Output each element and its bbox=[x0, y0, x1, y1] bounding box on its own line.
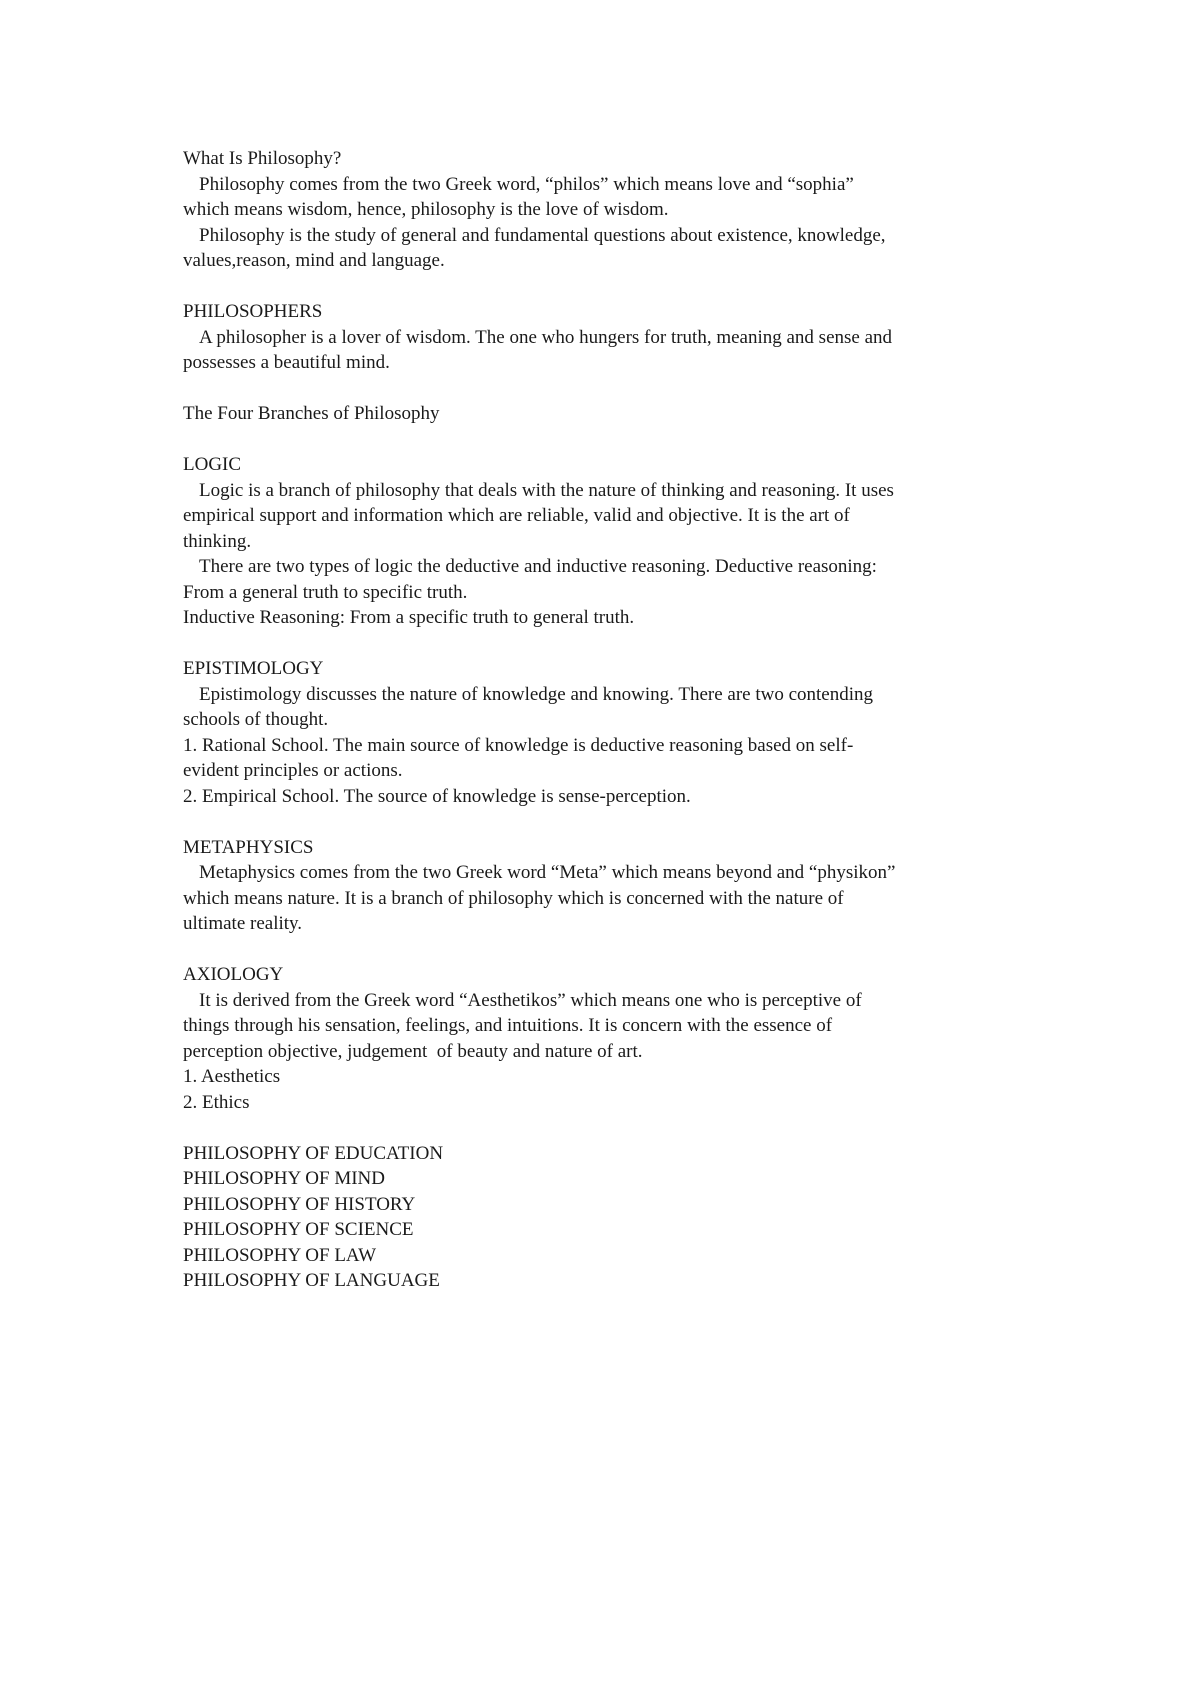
field-item: PHILOSOPHY OF EDUCATION bbox=[183, 1142, 444, 1164]
axiology-line: It is derived from the Greek word “Aesthetikos” which means one who is perceptive of bbox=[199, 989, 862, 1011]
epistemology-line: Epistimology discusses the nature of knowledge and knowing. There are two contending bbox=[199, 683, 873, 705]
epistemology-line: 1. Rational School. The main source of knowledge is deductive reasoning based on self- bbox=[183, 734, 854, 756]
intro-line: values,reason, mind and language. bbox=[183, 250, 445, 271]
field-item: PHILOSOPHY OF MIND bbox=[183, 1168, 385, 1189]
epistemology-line: 2. Empirical School. The source of knowledge is sense-perception. bbox=[183, 785, 691, 807]
epistemology-line: evident principles or actions. bbox=[183, 760, 403, 781]
paragraph-gap bbox=[183, 427, 1043, 453]
field-item: PHILOSOPHY OF LANGUAGE bbox=[183, 1270, 440, 1291]
epistemology-line: schools of thought. bbox=[183, 709, 329, 730]
intro-line: Philosophy comes from the two Greek word, “philos” which means love and “sophia” bbox=[199, 173, 854, 195]
intro-line: Philosophy is the study of general and fundamental questions about existence, knowledge, bbox=[199, 224, 886, 246]
epistemology-heading: EPISTIMOLOGY bbox=[183, 658, 324, 679]
philosophers-heading: PHILOSOPHERS bbox=[183, 301, 323, 322]
paragraph-gap bbox=[183, 1115, 1043, 1141]
intro-line: which means wisdom, hence, philosophy is the love of wisdom. bbox=[183, 199, 669, 220]
philosophers-line: A philosopher is a lover of wisdom. The one who hungers for truth, meaning and sense and bbox=[199, 326, 893, 348]
logic-line: Logic is a branch of philosophy that deals with the nature of thinking and reasoning. It uses bbox=[199, 479, 894, 501]
logic-line: Inductive Reasoning: From a specific truth to general truth. bbox=[183, 607, 635, 628]
document-title: What Is Philosophy? bbox=[183, 148, 342, 169]
paragraph-gap bbox=[183, 631, 1043, 657]
field-item: PHILOSOPHY OF SCIENCE bbox=[183, 1219, 414, 1240]
logic-line: From a general truth to specific truth. bbox=[183, 581, 468, 603]
field-item: PHILOSOPHY OF HISTORY bbox=[183, 1193, 416, 1215]
document-page bbox=[183, 146, 1043, 1294]
axiology-heading: AXIOLOGY bbox=[183, 964, 284, 985]
logic-line: empirical support and information which are reliable, valid and objective. It is the art of bbox=[183, 505, 850, 526]
paragraph-gap bbox=[183, 937, 1043, 963]
metaphysics-heading: METAPHYSICS bbox=[183, 836, 314, 858]
paragraph-gap bbox=[183, 376, 1043, 402]
paragraph-gap bbox=[183, 809, 1043, 835]
logic-line: thinking. bbox=[183, 530, 252, 552]
metaphysics-line: which means nature. It is a branch of philosophy which is concerned with the nature of bbox=[183, 887, 844, 909]
axiology-list-item: 2. Ethics bbox=[183, 1091, 250, 1113]
logic-line: There are two types of logic the deductive and inductive reasoning. Deductive reasoning: bbox=[199, 556, 877, 577]
philosophers-line: possesses a beautiful mind. bbox=[183, 352, 390, 373]
axiology-line: things through his sensation, feelings, and intuitions. It is concern with the essence of bbox=[183, 1015, 833, 1036]
paragraph-gap bbox=[183, 274, 1043, 300]
metaphysics-line: Metaphysics comes from the two Greek word “Meta” which means beyond and “physikon” bbox=[199, 862, 896, 883]
axiology-list-item: 1. Aesthetics bbox=[183, 1066, 281, 1087]
axiology-line: perception objective, judgement of beauty and nature of art. bbox=[183, 1040, 643, 1062]
metaphysics-line: ultimate reality. bbox=[183, 913, 303, 934]
field-item: PHILOSOPHY OF LAW bbox=[183, 1244, 377, 1266]
branches-heading: The Four Branches of Philosophy bbox=[183, 403, 440, 424]
logic-heading: LOGIC bbox=[183, 454, 242, 475]
